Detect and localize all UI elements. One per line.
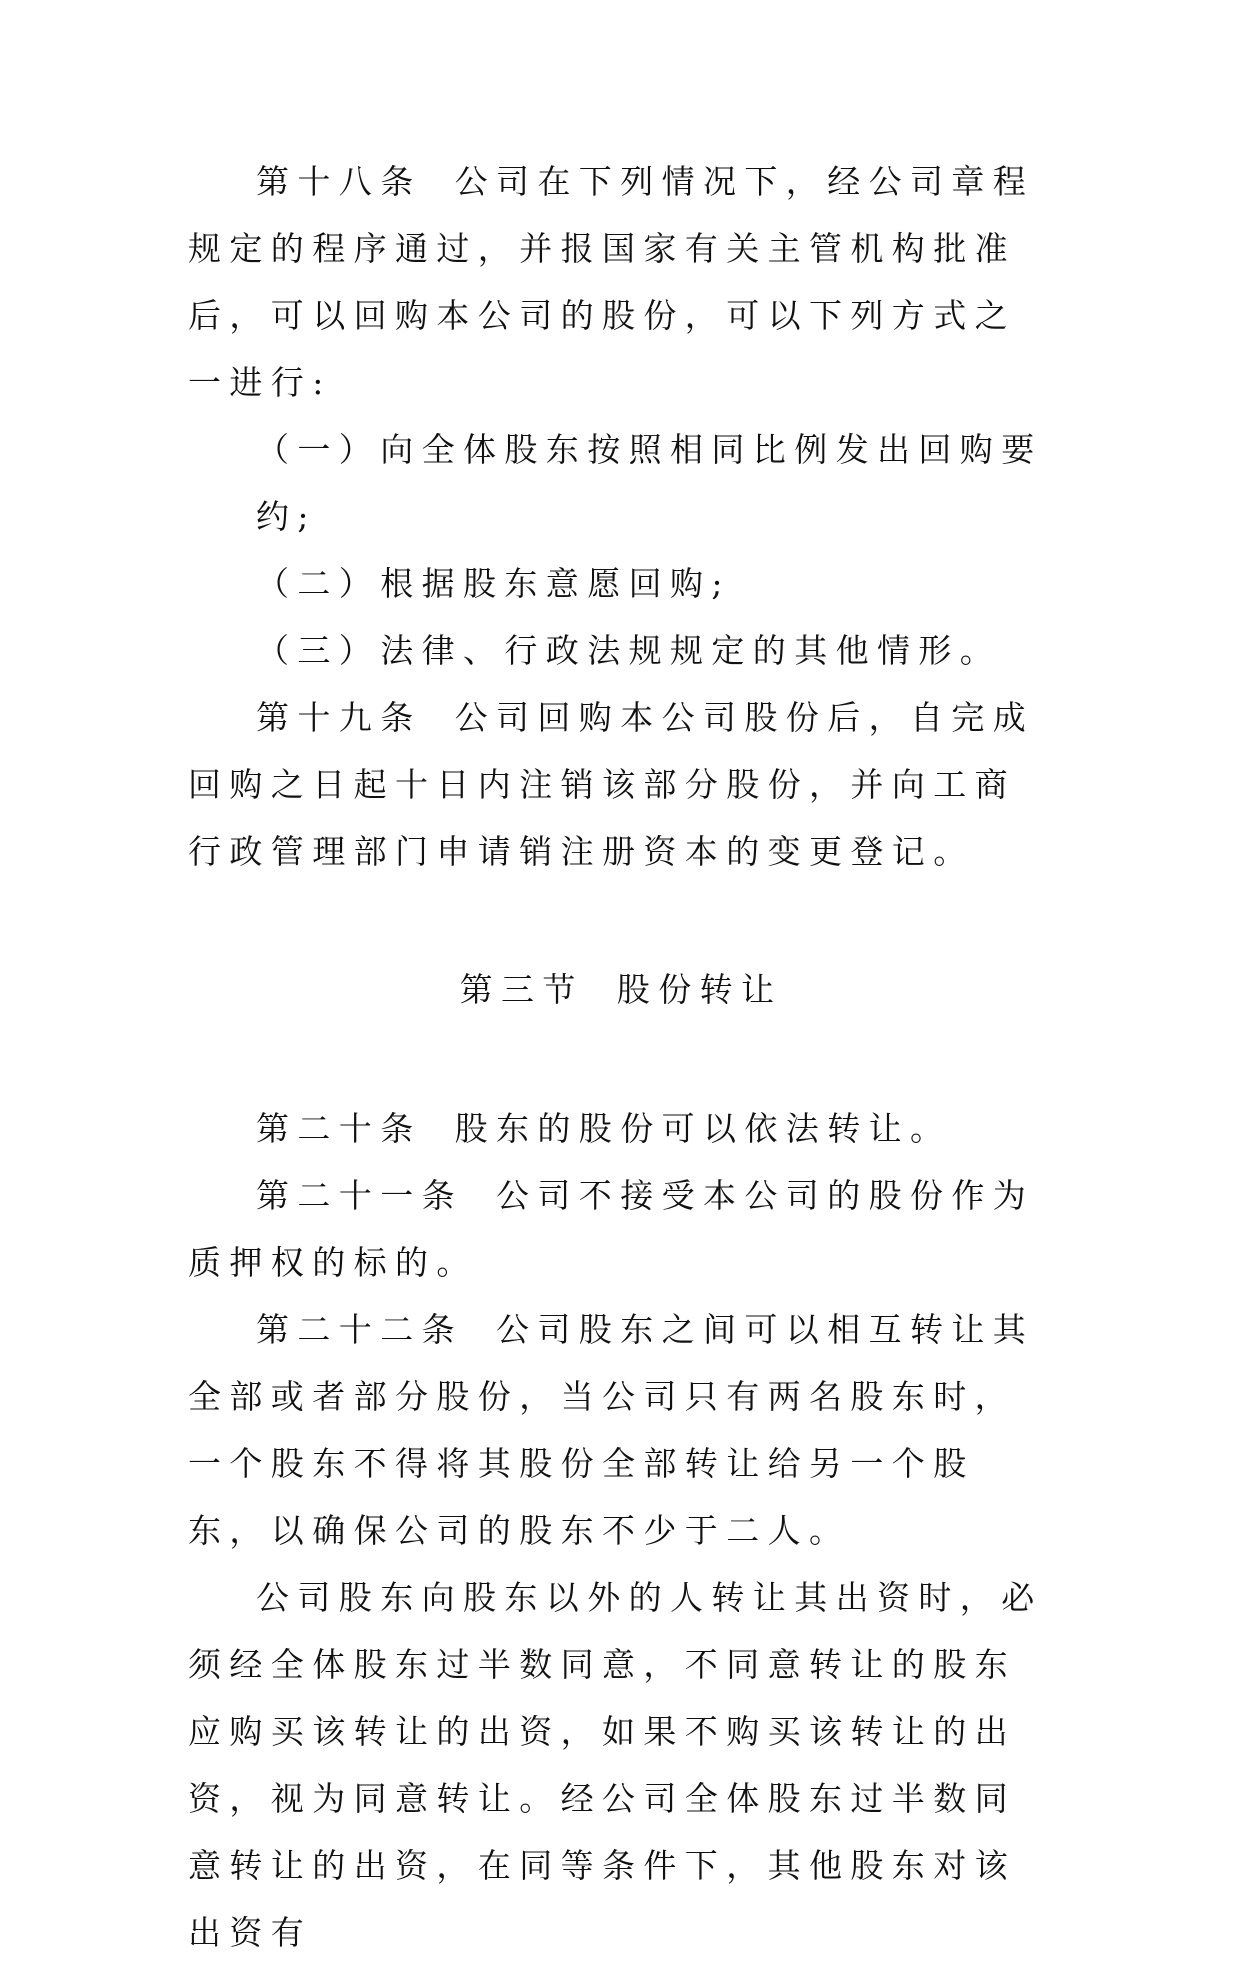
article-22-number: 第二十二条 xyxy=(256,1310,463,1349)
article-20 xyxy=(188,1095,1054,1162)
article-20-text: 股东的股份可以依法转让。 xyxy=(454,1109,952,1148)
article-19-text: 公司回购本公司股份后，自完成回购之日起十日内注销该部分股份，并向工商行政管理部门申请销注册资本的变更登记。 xyxy=(188,698,1035,871)
article-21-number: 第二十一条 xyxy=(256,1176,463,1215)
article-18-number: 第十八条 xyxy=(256,162,422,201)
section-number: 第三节 xyxy=(459,970,584,1009)
article-21-text: 公司不接受本公司的股份作为质押权的标的。 xyxy=(188,1176,1035,1282)
article-20-number: 第二十条 xyxy=(256,1109,422,1148)
section-heading xyxy=(188,885,1054,1095)
article-19-number: 第十九条 xyxy=(256,698,422,737)
article-18-text: 公司在下列情况下，经公司章程规定的程序通过，并报国家有关主管机构批准后，可以回购本公司的股份，可以下列方式之一进行: xyxy=(188,162,1035,402)
document-body xyxy=(188,148,1054,1966)
article-19 xyxy=(188,684,1054,885)
article-18-item-3: （三）法律、行政法规规定的其他情形。 xyxy=(256,631,1002,670)
article-18-item-2: （二）根据股东意愿回购; xyxy=(256,564,731,603)
article-22 xyxy=(188,1296,1054,1564)
article-18-item-1: （一）向全体股东按照相同比例发出回购要约; xyxy=(256,430,1043,536)
article-22-paragraph-2: 公司股东向股东以外的人转让其出资时，必须经全体股东过半数同意，不同意转让的股东应购买该转让的出资，如果不购买该转让的出资，视为同意转让。经公司全体股东过半数同意转让的出资，在同等条件下，其他股东对该出资有 xyxy=(188,1578,1043,1952)
section-title: 股份转让 xyxy=(616,970,783,1009)
article-22-text: 公司股东之间可以相互转让其全部或者部分股份，当公司只有两名股东时，一个股东不得将其股份全部转让给另一个股东，以确保公司的股东不少于二人。 xyxy=(188,1310,1035,1550)
article-21 xyxy=(188,1162,1054,1296)
article-18 xyxy=(188,148,1054,416)
